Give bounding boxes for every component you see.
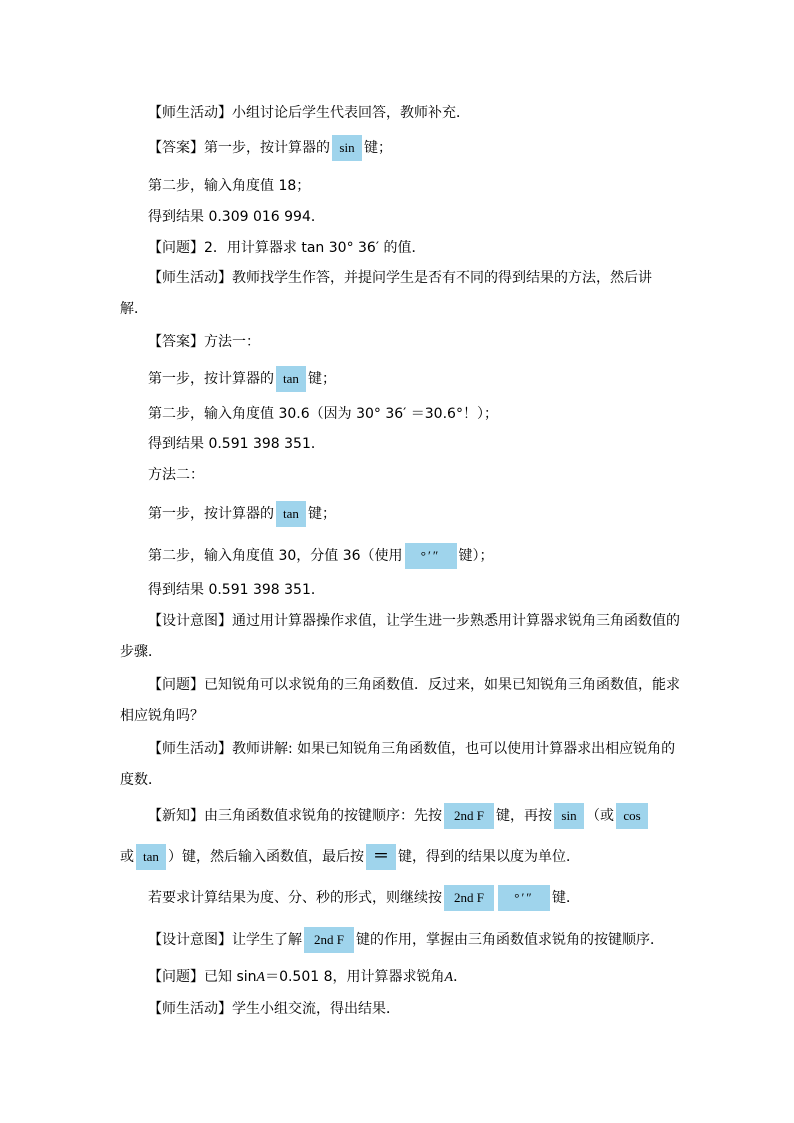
- text: 第一步，按计算器的: [148, 371, 274, 387]
- paragraph-question-4: [148, 967, 467, 988]
- paragraph-activity-3-cont: 度数．: [120, 772, 162, 788]
- cos-key: cos: [616, 803, 648, 829]
- text: 键）；: [458, 548, 494, 564]
- text: 【设计意图】让学生了解: [148, 932, 302, 948]
- text: ．: [453, 969, 468, 985]
- paragraph-m2-step2: [148, 543, 494, 569]
- paragraph-result-1: 得到结果 0.309 016 994．: [148, 209, 325, 225]
- degree-minute-second-key: °′″: [405, 543, 457, 569]
- paragraph-new-knowledge: [148, 803, 650, 829]
- sin-key: sin: [332, 135, 362, 161]
- paragraph-m2-step1: [148, 501, 336, 527]
- variable-a: A: [444, 970, 454, 985]
- sin-key: sin: [554, 803, 584, 829]
- paragraph-question-3: 【问题】已知锐角可以求锐角的三角函数值．反过来，如果已知锐角三角函数值，能求: [148, 677, 680, 693]
- paragraph-m1-result: 得到结果 0.591 398 351．: [148, 436, 325, 452]
- paragraph-m1-step1: [148, 366, 336, 392]
- paragraph-activity-1: 【师生活动】小组讨论后学生代表回答，教师补充．: [148, 105, 470, 121]
- text: 【问题】已知 sin: [148, 969, 257, 985]
- variable-a: A: [256, 970, 266, 985]
- paragraph-activity-3: 【师生活动】教师讲解: 如果已知锐角三角函数值，也可以使用计算器求出相应锐角的: [148, 741, 676, 757]
- text: 第一步，按计算器的: [148, 506, 274, 522]
- tan-key: tan: [136, 844, 166, 870]
- paragraph-step2: 第二步，输入角度值 18；: [148, 178, 311, 194]
- 2ndf-key: 2nd F: [444, 803, 494, 829]
- text: ＝0.501 8，用计算器求锐角: [265, 969, 445, 985]
- 2ndf-key: 2nd F: [444, 885, 494, 911]
- text: 键，再按: [496, 808, 552, 824]
- equals-key: ＝: [366, 844, 396, 870]
- paragraph-dms-instruction: [148, 885, 580, 911]
- paragraph-design-1: 【设计意图】通过用计算器操作求值，让学生进一步熟悉用计算器求锐角三角函数值的: [148, 613, 680, 629]
- text: 键；: [308, 506, 336, 522]
- text: （或: [586, 808, 614, 824]
- paragraph-method2: 方法二：: [148, 467, 204, 483]
- paragraph-activity-2: 【师生活动】教师找学生作答，并提问学生是否有不同的得到结果的方法，然后讲: [148, 270, 652, 286]
- paragraph-design-1-cont: 步骤．: [120, 644, 162, 660]
- text: 或: [120, 849, 134, 865]
- text: ）键，然后输入函数值，最后按: [168, 849, 364, 865]
- paragraph-answer-method1: 【答案】方法一：: [148, 334, 260, 350]
- 2ndf-key: 2nd F: [304, 927, 354, 953]
- paragraph-activity-2-cont: 解．: [120, 301, 148, 317]
- paragraph-question-3-cont: 相应锐角吗？: [120, 708, 204, 724]
- text: 第二步，输入角度值 30，分值 36（使用: [148, 548, 403, 564]
- text: 键；: [364, 140, 392, 156]
- tan-key: tan: [276, 501, 306, 527]
- paragraph-answer-step1: [148, 135, 392, 161]
- paragraph-m1-step2: 第二步，输入角度值 30.6（因为 30° 36′ ＝30.6°！）；: [148, 406, 498, 422]
- text: 【新知】由三角函数值求锐角的按键顺序：先按: [148, 808, 442, 824]
- paragraph-activity-4: 【师生活动】学生小组交流，得出结果．: [148, 1001, 400, 1017]
- tan-key: tan: [276, 366, 306, 392]
- text: 若要求计算结果为度、分、秒的形式，则继续按: [148, 890, 442, 906]
- text: 【答案】第一步，按计算器的: [148, 140, 330, 156]
- degree-minute-second-key: °′″: [498, 885, 550, 911]
- paragraph-question-2: 【问题】2．用计算器求 tan 30° 36′ 的值．: [148, 240, 426, 256]
- text: 键．: [552, 890, 580, 906]
- text: 键的作用，掌握由三角函数值求锐角的按键顺序．: [356, 932, 664, 948]
- text: 键，得到的结果以度为单位．: [398, 849, 580, 865]
- paragraph-design-2: [148, 927, 664, 953]
- paragraph-new-knowledge-cont: [120, 844, 580, 870]
- paragraph-m2-result: 得到结果 0.591 398 351．: [148, 582, 325, 598]
- text: 键；: [308, 371, 336, 387]
